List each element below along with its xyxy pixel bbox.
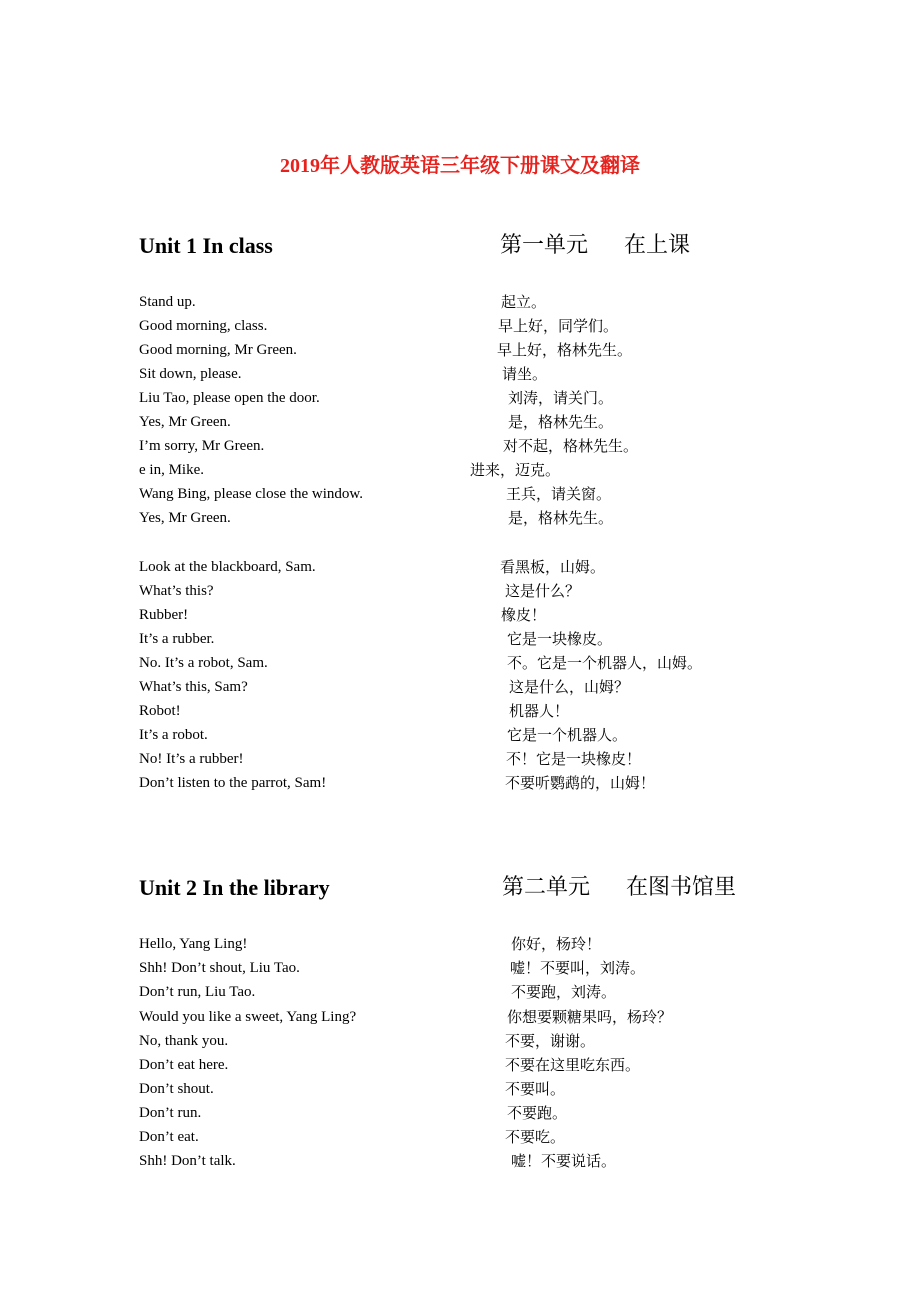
- unit-1-line-zh: 早上好，格林先生。: [497, 341, 633, 359]
- unit-1-line-zh: 它是一个机器人。: [507, 726, 628, 744]
- unit-1-line-en: It’s a robot.: [139, 727, 208, 743]
- unit-2-heading-zh-number: 第二单元: [502, 875, 591, 900]
- unit-1-line-en: Look at the blackboard, Sam.: [139, 559, 316, 575]
- unit-1-heading-zh-number: 第一单元: [500, 233, 589, 258]
- unit-2-line-zh: 你想要颗糖果吗，杨玲？: [507, 1008, 673, 1026]
- unit-2-line-zh: 你好，杨玲！: [511, 935, 602, 953]
- unit-1-line-en: e in, Mike.: [139, 462, 204, 478]
- unit-1-line-zh: 机器人！: [509, 702, 570, 720]
- unit-1-line-en: Don’t listen to the parrot, Sam!: [139, 775, 327, 791]
- unit-1-line-zh: 进来，迈克。: [470, 461, 561, 479]
- unit-2-line-en: Don’t run.: [139, 1105, 202, 1121]
- unit-1-line-en: Wang Bing, please close the window.: [139, 486, 364, 502]
- unit-2-line-en: Shh! Don’t shout, Liu Tao.: [139, 960, 300, 976]
- unit-1-line-en: Robot!: [139, 703, 181, 719]
- unit-2-line-zh: 不要叫。: [505, 1080, 566, 1098]
- unit-2-line-en: Shh! Don’t talk.: [139, 1153, 236, 1169]
- unit-2-line-zh: 不要跑。: [507, 1104, 568, 1122]
- unit-1-line-en: Good morning, class.: [139, 318, 268, 334]
- unit-2-line-zh: 不要跑，刘涛。: [511, 983, 617, 1001]
- unit-1-line-zh: 对不起，格林先生。: [503, 437, 639, 455]
- unit-1-line-en: No! It’s a rubber!: [139, 751, 244, 767]
- unit-2-line-en: Don’t eat here.: [139, 1057, 229, 1073]
- unit-2-heading: Unit 2 In the library: [139, 875, 330, 900]
- unit-2-heading-zh-title: 在图书馆里: [626, 875, 737, 900]
- unit-1-line-en: I’m sorry, Mr Green.: [139, 438, 265, 454]
- unit-2-line-zh: 嘘！不要说话。: [511, 1152, 617, 1170]
- unit-2-line-en: No, thank you.: [139, 1033, 229, 1049]
- unit-1-heading: Unit 1 In class: [139, 233, 273, 258]
- document-title: 2019年人教版英语三年级下册课文及翻译: [280, 155, 640, 177]
- unit-1-line-en: Rubber!: [139, 607, 189, 623]
- unit-1-line-en: Good morning, Mr Green.: [139, 342, 297, 358]
- unit-1-line-en: No. It’s a robot, Sam.: [139, 655, 268, 671]
- unit-1-line-en: What’s this, Sam?: [139, 679, 248, 695]
- unit-1-line-zh: 这是什么，山姆？: [509, 678, 630, 696]
- unit-2-line-zh: 嘘！不要叫，刘涛。: [510, 959, 646, 977]
- unit-1-line-zh: 是，格林先生。: [508, 509, 614, 527]
- unit-1-line-en: Liu Tao, please open the door.: [139, 390, 320, 406]
- unit-1-line-zh: 看黑板，山姆。: [500, 558, 606, 576]
- unit-1-line-zh: 不！它是一块橡皮！: [506, 750, 642, 768]
- unit-1-line-zh: 不。它是一个机器人，山姆。: [507, 654, 703, 672]
- unit-2-line-en: Don’t eat.: [139, 1129, 199, 1145]
- unit-2-line-zh: 不要，谢谢。: [505, 1032, 596, 1050]
- unit-1-line-zh: 橡皮！: [501, 606, 547, 624]
- unit-2-line-en: Would you like a sweet, Yang Ling?: [139, 1009, 357, 1025]
- unit-2-line-en: Don’t shout.: [139, 1081, 214, 1097]
- unit-1-line-en: What’s this?: [139, 583, 214, 599]
- unit-1-line-zh: 是，格林先生。: [508, 413, 614, 431]
- unit-1-line-en: Yes, Mr Green.: [139, 414, 231, 430]
- unit-1-line-en: Yes, Mr Green.: [139, 510, 231, 526]
- unit-1-line-zh: 这是什么？: [505, 582, 581, 600]
- unit-2-line-en: Hello, Yang Ling!: [139, 936, 248, 952]
- unit-1-line-zh: 刘涛，请关门。: [508, 389, 614, 407]
- unit-1-line-en: Stand up.: [139, 294, 196, 310]
- unit-2-line-zh: 不要在这里吃东西。: [505, 1056, 641, 1074]
- unit-1-line-en: Sit down, please.: [139, 366, 242, 382]
- unit-1-line-zh: 王兵，请关窗。: [506, 485, 612, 503]
- unit-1-heading-zh-title: 在上课: [624, 233, 691, 258]
- unit-2-line-en: Don’t run, Liu Tao.: [139, 984, 256, 1000]
- unit-2-line-zh: 不要吃。: [505, 1128, 566, 1146]
- unit-1-line-zh: 起立。: [501, 293, 547, 311]
- unit-1-line-zh: 它是一块橡皮。: [507, 630, 613, 648]
- unit-1-line-zh: 不要听鹦鹉的，山姆！: [505, 774, 656, 792]
- unit-1-line-zh: 早上好，同学们。: [498, 317, 619, 335]
- unit-1-line-en: It’s a rubber.: [139, 631, 215, 647]
- unit-1-line-zh: 请坐。: [502, 365, 548, 383]
